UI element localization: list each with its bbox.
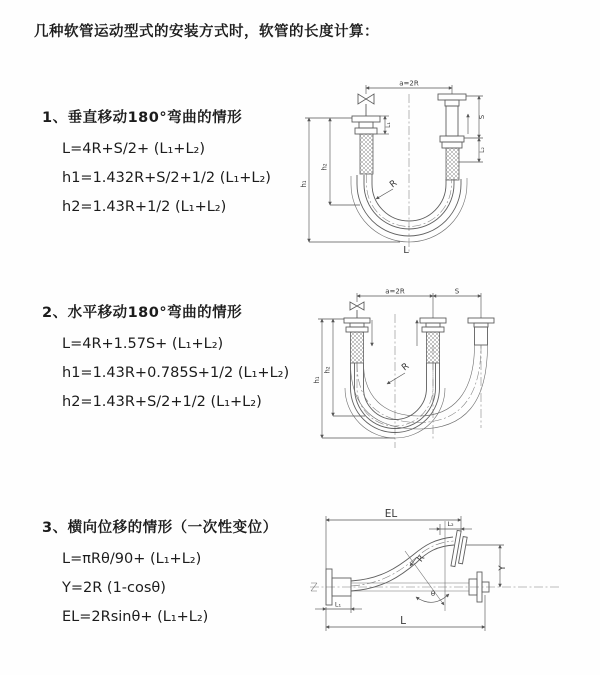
length-label: L <box>403 245 409 256</box>
hose-u-bend-position2 <box>351 345 488 429</box>
diagram-horizontal-180-bend <box>315 288 540 456</box>
dim-label-h2: h₂ <box>320 163 329 171</box>
radius-label: R <box>388 178 400 191</box>
formula-y: Y=2R (1-cosθ) <box>62 580 166 596</box>
formula-h2: h2=1.43R+S/2+1/2 (L₁+L₂) <box>62 394 262 410</box>
formula-length: L=πRθ/90+ (L₁+L₂) <box>62 551 202 567</box>
dimension-lines <box>315 516 504 631</box>
angle-label: θ <box>430 590 436 598</box>
dim-label-s: S <box>478 114 486 120</box>
upper-flange-displaced <box>451 530 468 567</box>
formula-h1: h1=1.43R+0.785S+1/2 (L₁+L₂) <box>62 365 290 381</box>
valve-symbol-icon <box>350 302 364 318</box>
diagram-vertical-180-bend <box>300 72 540 257</box>
right-pipe-fitting <box>438 94 466 180</box>
left-pipe-fitting <box>344 318 370 363</box>
dim-label-a2r: a=2R <box>399 79 419 88</box>
shifted-pipe-fitting <box>468 318 494 345</box>
dim-label-l1: L₁ <box>385 122 392 128</box>
middle-pipe-fitting <box>420 318 446 363</box>
dim-label-l1: L₁ <box>334 600 342 609</box>
radius-label: R <box>400 361 412 374</box>
diagram-lateral-displacement <box>303 505 573 655</box>
formula-h2: h2=1.43R+1/2 (L₁+L₂) <box>62 199 227 215</box>
section-3-heading: 3、横向位移的情形（一次性变位） <box>42 520 278 536</box>
radius-label: R <box>415 553 428 565</box>
section-vertical-movement <box>42 106 271 228</box>
section-lateral-displacement <box>42 516 278 638</box>
section-1-heading: 1、垂直移动180°弯曲的情形 <box>42 110 243 126</box>
formula-length: L=4R+1.57S+ (L₁+L₂) <box>62 336 224 352</box>
valve-symbol-icon <box>358 94 374 116</box>
angle-construction <box>405 521 449 611</box>
dim-label-l2: L₂ <box>447 520 454 528</box>
dim-label-l2: L₂ <box>479 147 486 153</box>
dim-label-h1: h₁ <box>300 180 308 188</box>
formula-length: L=4R+S/2+ (L₁+L₂) <box>62 141 205 157</box>
formula-el: EL=2Rsinθ+ (L₁+L₂) <box>62 609 209 625</box>
section-2-heading: 2、水平移动180°弯曲的情形 <box>42 305 243 321</box>
dim-label-h1: h₁ <box>313 376 321 384</box>
section-horizontal-movement <box>42 301 289 423</box>
formula-h1: h1=1.432R+S/2+1/2 (L₁+L₂) <box>62 170 271 186</box>
page-title: 几种软管运动型式的安装方式时，软管的长度计算： <box>34 24 379 40</box>
dim-label-el: EL <box>384 508 398 520</box>
centerline <box>310 583 561 591</box>
dim-label-s: S <box>454 287 460 296</box>
dim-label-l: L <box>400 615 406 627</box>
left-pipe-fitting <box>352 116 380 174</box>
dim-label-y: Y <box>498 565 508 571</box>
dim-label-h2: h₂ <box>323 366 332 374</box>
dim-label-a2r: a=2R <box>385 287 405 296</box>
